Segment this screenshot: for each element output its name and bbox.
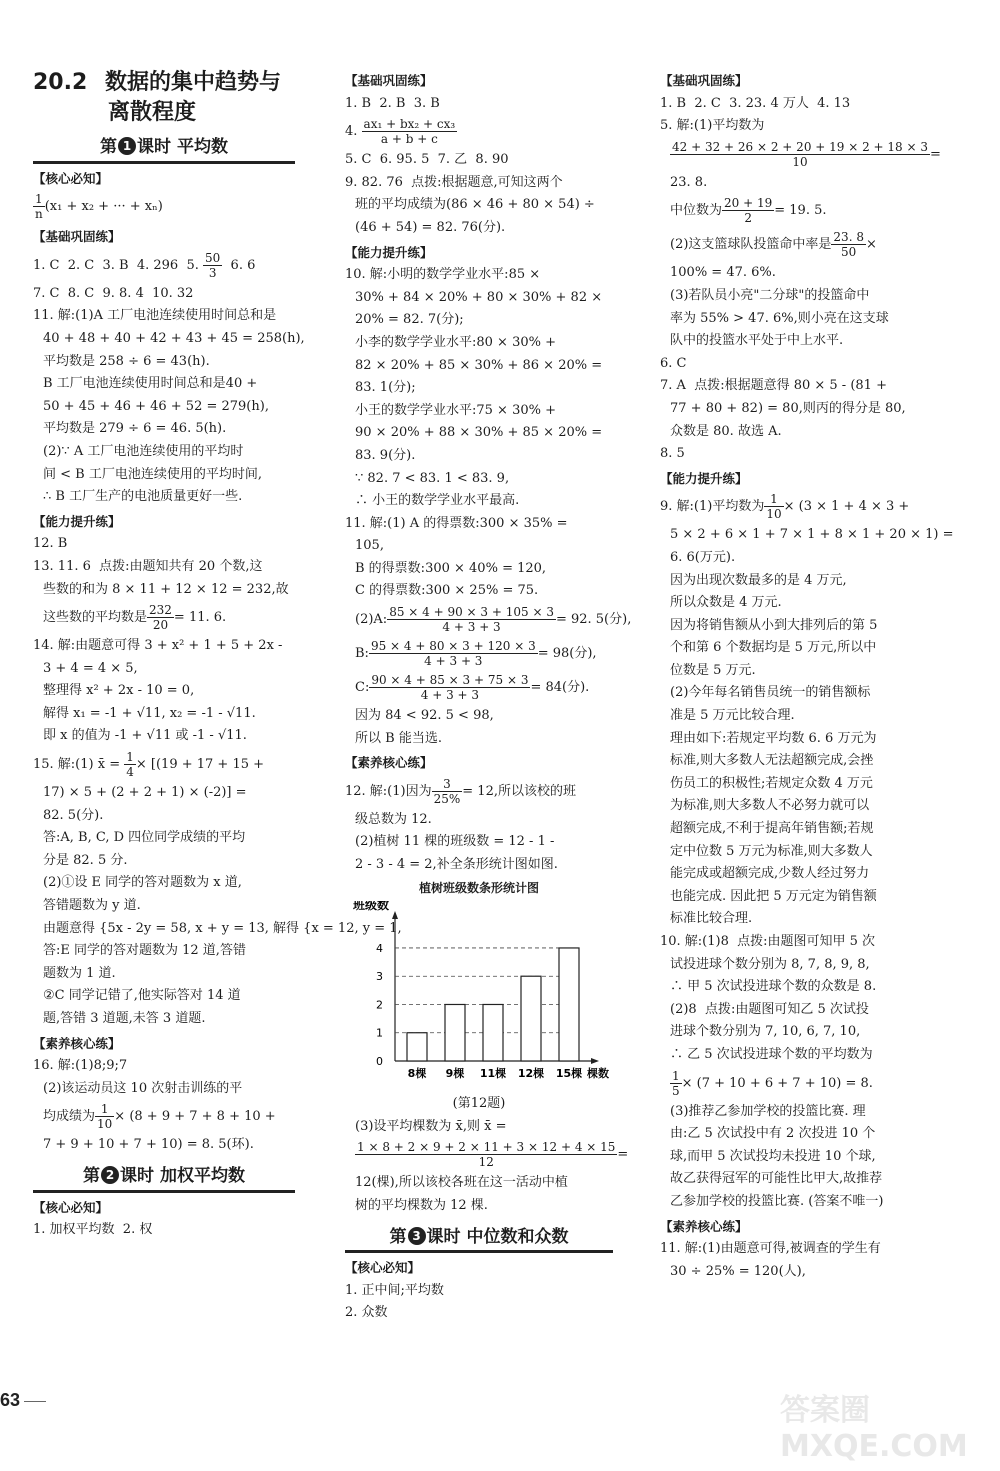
- numerator: 90 × 4 + 85 × 3 + 75 × 3: [371, 673, 529, 688]
- answer-line-fraction: [345, 115, 613, 149]
- bar: [407, 1033, 427, 1061]
- answer-line: 20% = 82. 7(分);: [355, 312, 464, 328]
- section-header: 【素养核心练】: [660, 1218, 748, 1234]
- numerator: 1: [764, 492, 783, 507]
- answer-line: 1. 加权平均数 2. 权: [33, 1222, 153, 1238]
- answer-line: 6. C: [660, 355, 687, 371]
- text-after: = 84(分).: [530, 680, 590, 696]
- numerator: 1 × 8 + 2 × 9 + 2 × 11 + 3 × 12 + 4 × 15: [357, 1140, 616, 1155]
- answer-line: 能完成或超额完成,少数人经过努力: [670, 866, 870, 882]
- answer-column-2: [345, 68, 632, 1325]
- answer-line: (3)若队员小亮"二分球"的投篮命中: [670, 287, 870, 303]
- answer-line: 1. B 2. B 3. B: [345, 95, 440, 111]
- text-before: 4.: [345, 124, 362, 140]
- answer-line: 83. 1(分);: [355, 380, 416, 396]
- numerator: 42 + 32 + 26 × 2 + 20 + 19 × 2 + 18 × 3: [672, 139, 928, 154]
- text-after: = 92. 5(分),: [555, 612, 632, 628]
- answer-line: (2)8 点拨:由题图可知乙 5 次试投: [670, 1001, 869, 1017]
- x-axis-label: 棵数: [587, 1067, 609, 1081]
- denominator: 4: [126, 765, 134, 780]
- answer-line: 83. 9(分).: [355, 447, 416, 463]
- answer-line-fraction: [345, 637, 613, 671]
- denominator: 10: [792, 154, 808, 169]
- denominator: 20: [152, 618, 169, 633]
- bar: [445, 1005, 465, 1062]
- answer-line: 级总数为 12.: [355, 811, 432, 827]
- answer-line: 因为出现次数最多的是 4 万元,: [670, 572, 847, 588]
- answer-line: 7. A 点拨:根据题意得 80 × 5 - (81 +: [660, 378, 887, 394]
- section-header: 【能力提升练】: [33, 513, 121, 529]
- denominator: 4 + 3 + 3: [442, 620, 501, 635]
- answer-line-fraction: [33, 748, 295, 782]
- section-header: 【基础巩固练】: [345, 73, 433, 88]
- denominator: 10: [97, 1117, 113, 1132]
- answer-line: 整理得 x² + 2x - 10 = 0,: [43, 683, 195, 699]
- x-tick-label: 8棵: [407, 1067, 427, 1081]
- numerator: 1: [95, 1102, 114, 1117]
- answer-line: 答:E 同学的答对题数为 12 道,答错: [43, 943, 246, 959]
- answer-line: 位数是 5 万元.: [670, 662, 756, 678]
- answer-line: 解得 x₁ = -1 + √11, x₂ = -1 - √11.: [43, 705, 256, 721]
- denominator: 10: [766, 507, 782, 522]
- answer-line: (3)设平均棵数为 x̄,则 x̄ =: [355, 1118, 507, 1134]
- answer-line: 乙参加学校的投篮比赛. (答案不唯一): [670, 1193, 884, 1209]
- fraction: [124, 750, 136, 779]
- answer-line-fraction: [660, 1067, 932, 1101]
- watermark: [780, 1385, 1000, 1464]
- text-before: 12. 解:(1)因为: [345, 783, 432, 799]
- denominator: 4 + 3 + 3: [424, 654, 483, 669]
- text-after: = 12,所以该校的班: [462, 783, 576, 799]
- lesson-prefix: 第: [389, 1226, 407, 1247]
- text-after: (x₁ + x₂ + ··· + xₙ): [44, 199, 163, 215]
- y-tick-label: 0: [376, 1055, 383, 1069]
- fraction: [33, 192, 45, 221]
- answer-line: ∴ B 工厂生产的电池质量更好一些.: [43, 489, 243, 505]
- text-after: =: [617, 1147, 629, 1163]
- numerator: ax₁ + bx₂ + cx₃: [363, 117, 456, 132]
- denominator: 50: [841, 245, 857, 260]
- chart-title: 植树班级数条形统计图: [418, 880, 539, 895]
- answer-line: 平均数是 279 ÷ 6 = 46. 5(h).: [43, 421, 227, 437]
- answer-line-fraction: [345, 671, 613, 705]
- answer-line: 82. 5(分).: [43, 807, 104, 823]
- answer-line: 所以 B 能当选.: [355, 730, 442, 746]
- answer-line: 些数的和为 8 × 11 + 12 × 12 = 232,故: [43, 581, 289, 597]
- answer-line: (2)该运动员这 10 次射击训练的平: [43, 1080, 243, 1096]
- answer-line: 标准比较合理.: [670, 911, 753, 927]
- fraction: [369, 639, 538, 668]
- section-header: 【核心必知】: [345, 1260, 421, 1276]
- text-after: = 98(分),: [537, 646, 597, 662]
- denominator: 3: [208, 265, 217, 280]
- answer-line: 8. 5: [660, 446, 685, 462]
- answer-line: 30 ÷ 25% = 120(人),: [670, 1263, 806, 1279]
- answer-line: 因为将销售额从小到大排列后的第 5: [670, 617, 878, 633]
- numerator: 50: [205, 250, 221, 265]
- answer-line: 个和第 6 个数据均是 5 万元,所以中: [670, 640, 877, 656]
- answer-line: 理由如下:若规定平均数 6. 6 万元为: [670, 730, 877, 746]
- answer-line: (46 + 54) = 82. 76(分).: [355, 219, 506, 235]
- answer-line: 故乙获得冠军的可能性比甲大,故推荐: [670, 1171, 883, 1187]
- answer-line: 77 + 80 + 82) = 80,则丙的得分是 80,: [670, 400, 906, 416]
- answer-column-3: [660, 68, 954, 1283]
- fraction: [369, 673, 530, 702]
- answer-line: 班的平均成绩为(86 × 46 + 80 × 54) ÷: [355, 197, 595, 213]
- denominator: 2: [744, 211, 752, 226]
- answer-line-fraction: [345, 775, 613, 809]
- y-tick-label: 3: [376, 970, 383, 984]
- x-tick-label: 11棵: [479, 1067, 507, 1081]
- answer-line: 30% + 84 × 20% + 80 × 30% + 82 ×: [355, 289, 603, 305]
- answer-line: 5 × 2 + 6 × 1 + 7 × 1 + 8 × 1 + 20 × 1) =: [670, 527, 954, 543]
- numerator: 23. 8: [833, 230, 864, 245]
- answer-line: 伤员工的积极性;若规定众数 4 万元: [670, 775, 873, 791]
- text-before: (2)这支篮球队投篮命中率是: [670, 237, 832, 253]
- answer-line: 准是 5 万元比较合理.: [670, 708, 795, 724]
- answer-line: 40 + 48 + 40 + 42 + 43 + 45 = 258(h),: [43, 330, 305, 346]
- answer-line: 球,而甲 5 次试投均未投进 10 个球,: [670, 1148, 876, 1164]
- lesson-heading: [345, 1226, 613, 1254]
- denominator: n: [35, 207, 43, 222]
- answer-line: 间 < B 工厂电池连续使用的平均时间,: [43, 466, 262, 482]
- text-after: 6. 6: [222, 257, 256, 273]
- fraction: [95, 1102, 114, 1131]
- answer-line: (2)①设 E 同学的答对题数为 x 道,: [43, 875, 242, 891]
- numerator: 85 × 4 + 90 × 3 + 105 × 3: [389, 605, 554, 620]
- section-title-line2: 离散程度: [108, 100, 197, 125]
- answer-line-fraction: [660, 490, 932, 524]
- section-title-line1: 数据的集中趋势与: [105, 70, 282, 95]
- answer-line-fraction: [345, 1138, 629, 1172]
- denominator: 25%: [433, 791, 461, 806]
- answer-line-fraction: [660, 138, 941, 172]
- answer-line: 17) × 5 + (2 + 2 + 1) × (-2)] =: [43, 785, 247, 801]
- text-after: =: [930, 146, 941, 162]
- answer-line: ∴ 甲 5 次试投进球个数的众数是 8.: [670, 979, 877, 995]
- answer-line: 9. 82. 76 点拨:根据题意,可知这两个: [345, 174, 563, 190]
- fraction: [147, 603, 174, 632]
- text-after: ×: [865, 237, 877, 253]
- numerator: 1: [672, 1068, 680, 1083]
- answer-line: 分是 82. 5 分.: [43, 852, 128, 868]
- lesson-number-badge: 1: [118, 137, 136, 155]
- text-before: C:: [355, 680, 370, 696]
- answer-line: 题数为 1 道.: [43, 965, 116, 981]
- answer-line: 14. 解:由题意可得 3 + x² + 1 + 5 + 2x -: [33, 638, 283, 654]
- answer-line: C 的得票数:300 × 25% = 75.: [355, 583, 539, 599]
- bar-chart-svg: [345, 901, 615, 1091]
- answer-line: 1. B 2. C 3. 23. 4 万人 4. 13: [660, 95, 851, 111]
- answer-line: B 的得票数:300 × 40% = 120,: [355, 560, 547, 576]
- section-header: 【核心必知】: [33, 1199, 109, 1215]
- section-header: 【素养核心练】: [33, 1035, 121, 1051]
- y-tick-label: 2: [376, 998, 383, 1012]
- lesson-prefix: 第: [83, 1165, 101, 1186]
- answer-line: 105,: [355, 538, 384, 554]
- answer-line: 由:乙 5 次试投中有 2 次投进 10 个: [670, 1126, 876, 1142]
- x-tick-label: 9棵: [445, 1067, 465, 1081]
- x-tick-label: 12棵: [517, 1067, 545, 1081]
- answer-line: ∴ 乙 5 次试投进球个数的平均数为: [670, 1046, 873, 1062]
- answer-line: 进球个数分别为 7, 10, 6, 7, 10,: [670, 1024, 861, 1040]
- answer-line: 11. 解:(1)由题意可得,被调查的学生有: [660, 1241, 881, 1257]
- answer-line: ②C 同学记错了,他实际答对 14 道: [43, 988, 241, 1004]
- answer-line-fraction: [33, 601, 295, 635]
- fraction: [670, 140, 930, 169]
- watermark-text: 答案圈 MXQE.COM: [780, 1393, 968, 1464]
- y-tick-label: 4: [376, 942, 383, 956]
- section-header: 【基础巩固练】: [33, 229, 121, 245]
- denominator: a + b + c: [380, 132, 438, 147]
- section-header: 【基础巩固练】: [660, 73, 748, 88]
- answer-line: 为标准,则大多数人不必努力就可以: [670, 798, 870, 814]
- page-number-text: 63: [0, 1390, 21, 1410]
- answer-line: 小李的数学学业水平:80 × 30% +: [355, 334, 556, 350]
- fraction: [831, 230, 866, 259]
- answer-line: 所以众数是 4 万元.: [670, 595, 782, 611]
- fraction: [764, 492, 783, 521]
- answer-line: 答错题数为 y 道.: [43, 898, 141, 914]
- answer-line: 率为 55% > 47. 6%,则小亮在这支球: [670, 310, 889, 326]
- numerator: 95 × 4 + 80 × 3 + 120 × 3: [370, 639, 536, 654]
- fraction: [362, 117, 458, 146]
- answer-line-fraction: [33, 1100, 295, 1134]
- denominator: 5: [672, 1083, 680, 1098]
- answer-line: 即 x 的值为 -1 + √11 或 -1 - √11.: [43, 728, 247, 744]
- lesson-title: 课时 加权平均数: [120, 1165, 245, 1186]
- page-number: [0, 1390, 46, 1411]
- answer-line: 小王的数学学业水平:75 × 30% +: [355, 402, 556, 418]
- lesson-title: 课时 平均数: [137, 137, 228, 157]
- answer-line: (3)推荐乙参加学校的投篮比赛. 理: [670, 1103, 866, 1119]
- answer-line: ∵ 82. 7 < 83. 1 < 83. 9,: [355, 470, 510, 486]
- answer-line: 1. 正中间;平均数: [345, 1282, 444, 1298]
- denominator: 12: [478, 1155, 494, 1170]
- answer-line-fraction: [660, 194, 932, 228]
- answer-line: 2 - 3 - 4 = 2,补全条形统计图如图.: [355, 857, 558, 873]
- numerator: 232: [149, 603, 172, 618]
- x-axis-arrow: [591, 1058, 599, 1064]
- text-before: 均成绩为: [43, 1109, 96, 1125]
- fraction: [203, 251, 222, 280]
- y-axis-label: 班级数: [353, 901, 390, 913]
- denominator: 4 + 3 + 3: [420, 688, 480, 703]
- chart-caption: (第12题): [452, 1096, 506, 1112]
- answer-line-fraction: [33, 190, 295, 224]
- numerator: 1: [33, 192, 45, 207]
- lesson-heading: [33, 136, 295, 164]
- section-header: 【能力提升练】: [660, 470, 748, 486]
- answer-line: 23. 8.: [670, 174, 708, 190]
- answer-line: 7. C 8. C 9. 8. 4 10. 32: [33, 285, 194, 301]
- answer-line: 题,答错 3 道题,未答 3 道题.: [43, 1011, 206, 1026]
- text-after: × (3 × 1 + 4 × 3 +: [783, 499, 910, 515]
- text-after: × [(19 + 17 + 15 +: [135, 757, 265, 773]
- answer-line: 3 + 4 = 4 × 5,: [43, 660, 138, 676]
- numerator: 20 + 19: [724, 196, 773, 211]
- answer-line: 100% = 47. 6%.: [670, 265, 776, 281]
- lesson-number-badge: 2: [101, 1166, 119, 1184]
- y-axis-arrow: [392, 911, 398, 919]
- answer-line: 定中位数 5 万元为标准,则大多数人: [670, 843, 873, 859]
- answer-line: 平均数是 258 ÷ 6 = 43(h).: [43, 353, 210, 369]
- answer-line: 10. 解:小明的数学学业水平:85 ×: [345, 267, 541, 283]
- answer-line: 11. 解:(1)A 工厂电池连续使用时间总和是: [33, 308, 277, 324]
- text-after: = 19. 5.: [774, 203, 827, 219]
- section-header: 【核心必知】: [33, 170, 109, 186]
- answer-line-fraction: [660, 228, 932, 262]
- answer-line: 12(棵),所以该校各班在这一活动中植: [355, 1175, 568, 1191]
- answer-line: 队中的投篮水平处于中上水平.: [670, 333, 844, 349]
- answer-line-fraction: [345, 603, 632, 637]
- page-number-rule: [24, 1401, 46, 1402]
- text-after: = 11. 6.: [173, 610, 227, 626]
- answer-line: 82 × 20% + 85 × 30% + 86 × 20% =: [355, 357, 603, 373]
- numerator: 3: [432, 777, 463, 792]
- lesson-number-badge: 3: [408, 1227, 426, 1245]
- text-before: 中位数为: [670, 203, 723, 219]
- answer-line: 16. 解:(1)8;9;7: [33, 1058, 128, 1074]
- lesson-prefix: 第: [100, 137, 118, 157]
- text-before: (2)A:: [355, 612, 388, 628]
- text-after: × (8 + 9 + 7 + 8 + 10 +: [114, 1109, 276, 1125]
- answer-line: 50 + 45 + 46 + 46 + 52 = 279(h),: [43, 398, 269, 414]
- y-tick-label: 1: [376, 1026, 383, 1040]
- text-after: × (7 + 10 + 6 + 7 + 10) = 8.: [681, 1075, 873, 1091]
- section-number: 20.2: [33, 70, 88, 95]
- answer-line: 11. 解:(1) A 的得票数:300 × 35% =: [345, 515, 568, 531]
- bar: [483, 1005, 503, 1062]
- lesson-title: 课时 中位数和众数: [426, 1226, 569, 1247]
- fraction: [432, 777, 463, 806]
- fraction: [387, 605, 556, 634]
- answer-line: 7 + 9 + 10 + 7 + 10) = 8. 5(环).: [43, 1137, 254, 1153]
- answer-line: 由题意得 {5x - 2y = 58, x + y = 13, 解得 {x = 12, y = 1,: [43, 920, 402, 936]
- text-before: 这些数的平均数是: [43, 610, 148, 626]
- answer-line: (2)今年每名销售员统一的销售额标: [670, 685, 871, 701]
- answer-line: 6. 6(万元).: [670, 549, 736, 565]
- answer-line: 2. 众数: [345, 1305, 388, 1321]
- answer-line: B 工厂电池连续使用时间总和是40 +: [43, 376, 258, 392]
- text-before: 1. C 2. C 3. B 4. 296 5.: [33, 257, 203, 273]
- fraction: [355, 1140, 617, 1169]
- answer-line: 答:A, B, C, D 四位同学成绩的平均: [43, 830, 246, 846]
- bar: [559, 948, 579, 1061]
- lesson-heading: [33, 1165, 295, 1193]
- answer-line: 13. 11. 6 点拨:由题知共有 20 个数,这: [33, 558, 263, 574]
- answer-line: 树的平均棵数为 12 棵.: [355, 1198, 488, 1213]
- section-header: 【素养核心练】: [345, 755, 433, 771]
- text-before: B:: [355, 646, 369, 662]
- answer-line: 试投进球个数分别为 8, 7, 8, 9, 8,: [670, 956, 870, 972]
- answer-line: 标准,则大多数人无法超额完成,会挫: [670, 753, 874, 769]
- answer-line: ∴ 小王的数学学业水平最高.: [355, 493, 520, 509]
- column-3-body: [660, 70, 954, 1283]
- answer-line: 因为 84 < 92. 5 < 98,: [355, 708, 494, 724]
- answer-line: 也能完成. 因此把 5 万元定为销售额: [670, 888, 877, 904]
- answer-line-fraction: [33, 249, 295, 283]
- answer-line: 5. C 6. 95. 5 7. 乙 8. 90: [345, 152, 509, 168]
- answer-line: 12. B: [33, 536, 68, 552]
- answer-line: 90 × 20% + 88 × 30% + 85 × 20% =: [355, 425, 603, 441]
- bar-chart: [345, 901, 615, 1091]
- section-title: [33, 68, 295, 128]
- answer-line: 5. 解:(1)平均数为: [660, 118, 765, 134]
- answer-line: (2)植树 11 棵的班级数 = 12 - 1 -: [355, 834, 555, 850]
- fraction: [670, 1069, 682, 1098]
- section-header: 【能力提升练】: [345, 244, 433, 260]
- answer-line: 众数是 80. 故选 A.: [670, 423, 782, 439]
- fraction: [722, 196, 774, 225]
- text-before: 9. 解:(1)平均数为: [660, 499, 765, 515]
- numerator: 1: [126, 750, 134, 765]
- answer-line: (2)∵ A 工厂电池连续使用的平均时: [43, 443, 244, 459]
- answer-line: 超额完成,不利于提高年销售额;若规: [670, 821, 874, 837]
- answer-line: 10. 解:(1)8 点拨:由题图可知甲 5 次: [660, 934, 876, 949]
- column-2-body: [345, 70, 632, 1325]
- bar: [521, 976, 541, 1061]
- text-before: 15. 解:(1) x̄ =: [33, 757, 125, 773]
- x-tick-label: 15棵: [555, 1067, 583, 1081]
